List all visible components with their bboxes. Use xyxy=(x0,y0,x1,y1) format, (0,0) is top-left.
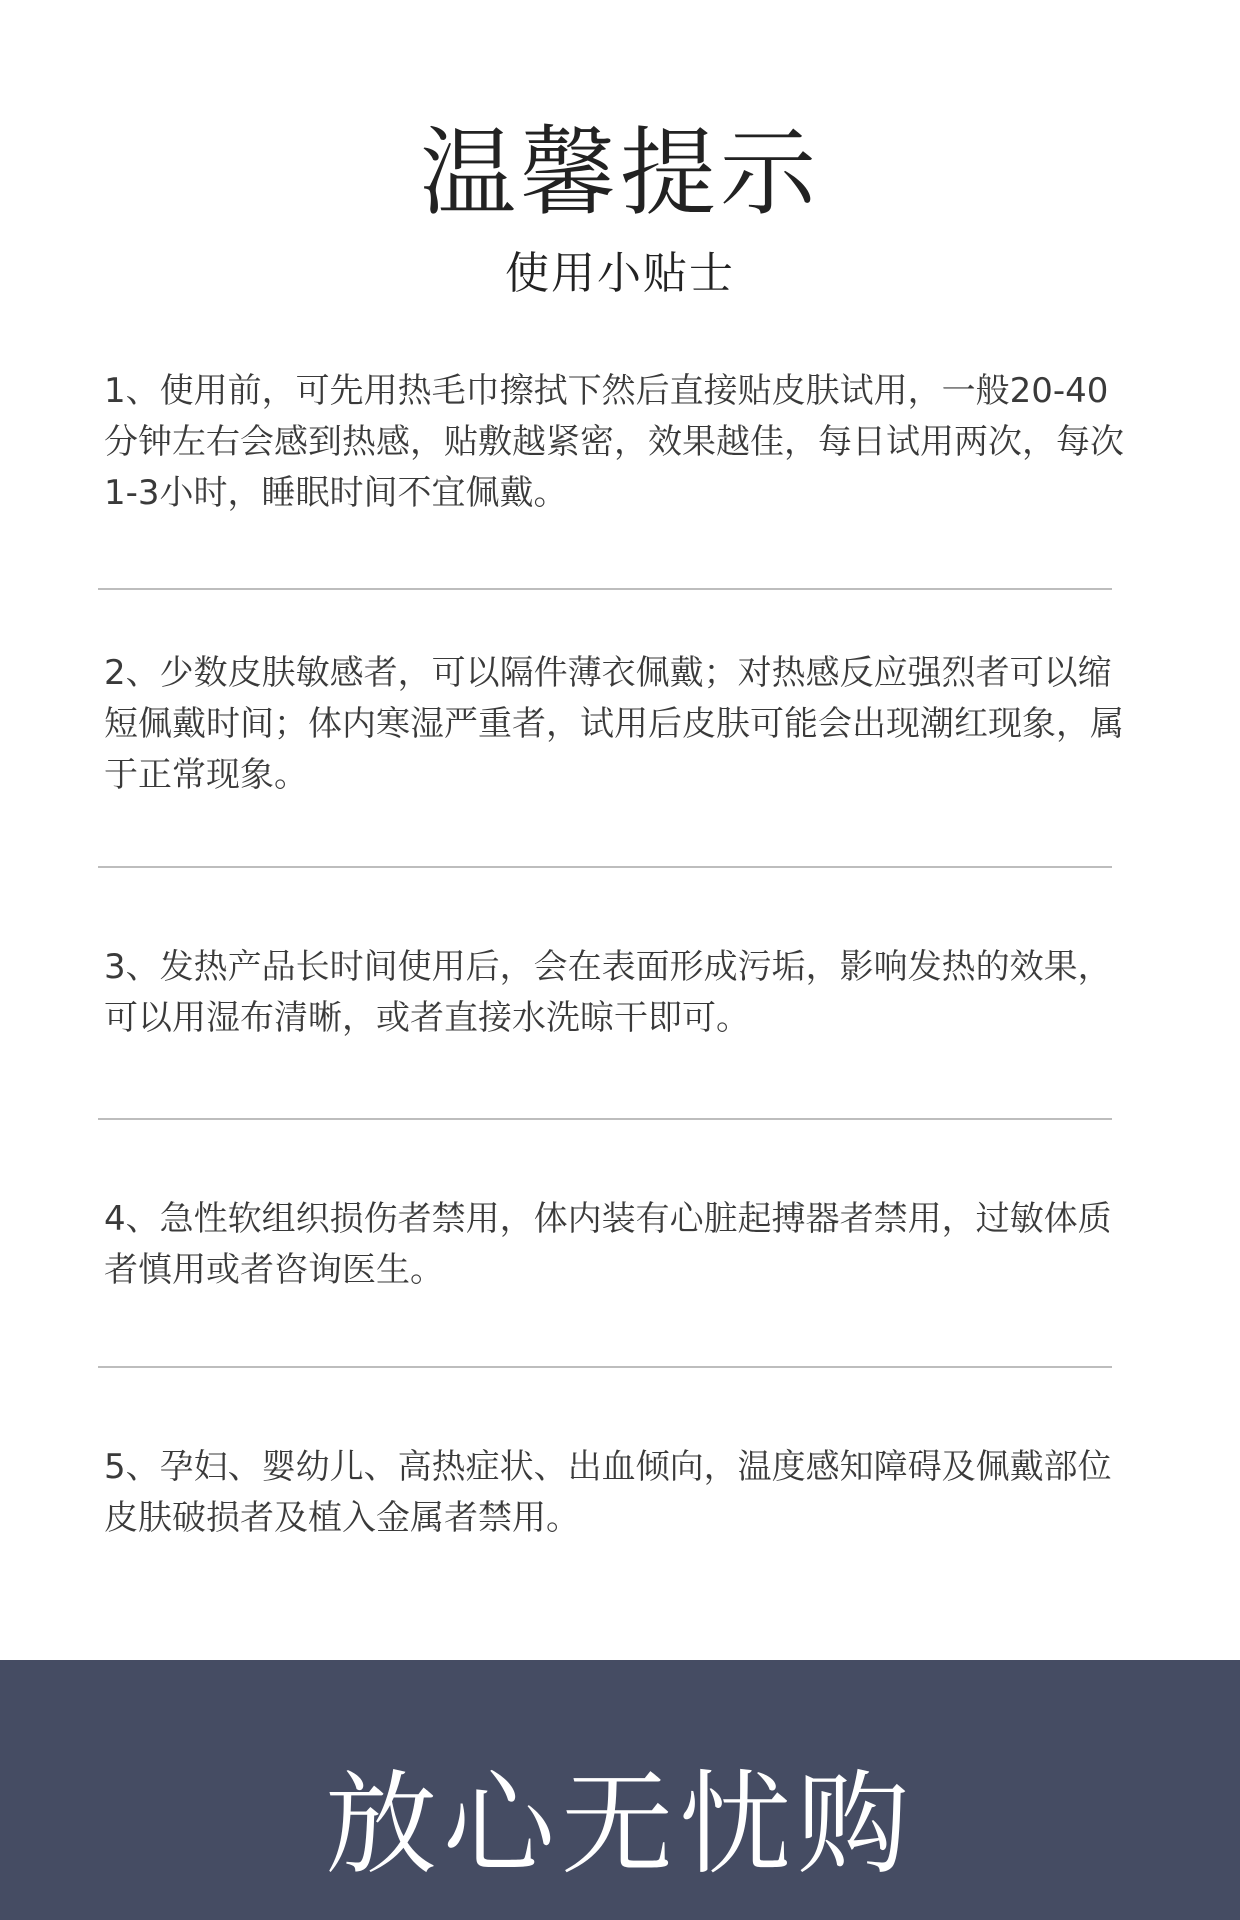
tip-item-3: 3、发热产品长时间使用后，会在表面形成污垢，影响发热的效果，可以用湿布清晰，或者直接水洗晾干即可。 xyxy=(104,947,1112,1038)
divider xyxy=(98,1366,1112,1368)
tip-item-4: 4、急性软组织损伤者禁用，体内装有心脏起搏器者禁用，过敏体质者慎用或者咨询医生。 xyxy=(104,1199,1112,1290)
divider xyxy=(98,588,1112,590)
tip-item-2: 2、少数皮肤敏感者，可以隔件薄衣佩戴；对热感反应强烈者可以缩短佩戴时间；体内寒湿严重者，试用后皮肤可能会出现潮红现象，属于正常现象。 xyxy=(104,653,1124,795)
page-subtitle: 使用小贴士 xyxy=(505,248,735,299)
divider xyxy=(98,866,1112,868)
tip-item-5: 5、孕妇、婴幼儿、高热症状、出血倾向，温度感知障碍及佩戴部位皮肤破损者及植入金属者禁用。 xyxy=(104,1447,1112,1538)
guarantee-title: 放心无忧购 xyxy=(325,1760,915,1890)
divider xyxy=(98,1118,1112,1120)
page-title: 温馨提示 xyxy=(420,117,820,229)
guarantee-banner xyxy=(0,1660,1240,1920)
tip-item-1: 1、使用前，可先用热毛巾擦拭下然后直接贴皮肤试用，一般20-40分钟左右会感到热感，贴敷越紧密，效果越佳，每日试用两次，每次1-3小时，睡眠时间不宜佩戴。 xyxy=(104,371,1124,513)
